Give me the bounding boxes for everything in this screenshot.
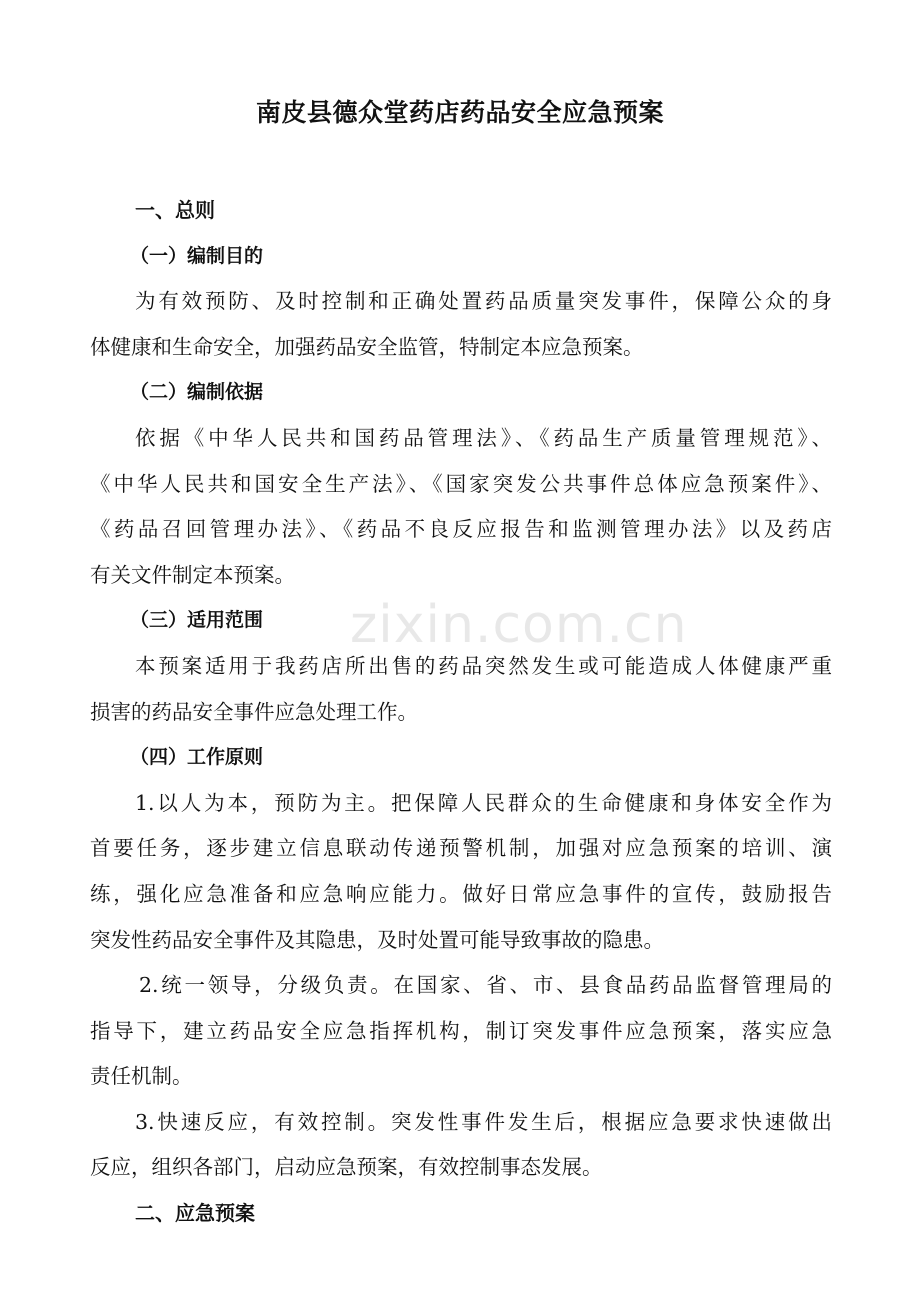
subsection-heading-scope: （三）适用范围 xyxy=(130,609,264,632)
paragraph-line: 有关文件制定本预案。 xyxy=(90,562,295,587)
section-heading-general: 一、总则 xyxy=(135,198,215,222)
section-heading-emergency-plan: 二、应急预案 xyxy=(135,1201,255,1226)
paragraph-line: 练，强化应急准备和应急响应能力。做好日常应急事件的宣传，鼓励报告 xyxy=(90,881,832,906)
paragraph-line: 损害的药品安全事件应急处理工作。 xyxy=(90,699,418,724)
subsection-heading-principles: （四）工作原则 xyxy=(130,746,264,769)
paragraph-line: 《中华人民共和国安全生产法》、《国家突发公共事件总体应急预案件》、 xyxy=(90,471,832,496)
paragraph-line: 1.以人为本，预防为主。把保障人民群众的生命健康和身体安全作为 xyxy=(135,790,832,815)
paragraph-line: 指导下，建立药品安全应急指挥机构，制订突发事件应急预案，落实应急 xyxy=(90,1018,832,1043)
paragraph-line: 体健康和生命安全，加强药品安全监管，特制定本应急预案。 xyxy=(90,334,644,359)
paragraph-line: 突发性药品安全事件及其隐患，及时处置可能导致事故的隐患。 xyxy=(90,927,664,952)
paragraph-line: 本预案适用于我药店所出售的药品突然发生或可能造成人体健康严重 xyxy=(135,653,832,678)
subsection-heading-purpose: （一）编制目的 xyxy=(130,244,264,267)
subsection-heading-basis: （二）编制依据 xyxy=(130,381,264,404)
paragraph-line: 反应，组织各部门，启动应急预案，有效控制事态发展。 xyxy=(90,1155,603,1180)
document-body xyxy=(90,188,832,1237)
paragraph-line: 首要任务，逐步建立信息联动传递预警机制，加强对应急预案的培训、演 xyxy=(90,836,832,861)
paragraph-line: 3.快速反应，有效控制。突发性事件发生后，根据应急要求快速做出 xyxy=(135,1109,832,1134)
watermark: zixin.com.cn xyxy=(350,595,688,655)
paragraph-line: 责任机制。 xyxy=(90,1064,193,1089)
document-title: 南皮县德众堂药店药品安全应急预案 xyxy=(255,98,664,127)
paragraph-line: 为有效预防、及时控制和正确处置药品质量突发事件，保障公众的身 xyxy=(135,289,832,314)
paragraph-line: 2.统一领导，分级负责。在国家、省、市、县食品药品监督管理局的 xyxy=(139,973,832,998)
paragraph-line: 依据《中华人民共和国药品管理法》、《药品生产质量管理规范》、 xyxy=(135,425,832,450)
paragraph-line: 《药品召回管理办法》、《药品不良反应报告和监测管理办法》以及药店 xyxy=(90,517,832,542)
